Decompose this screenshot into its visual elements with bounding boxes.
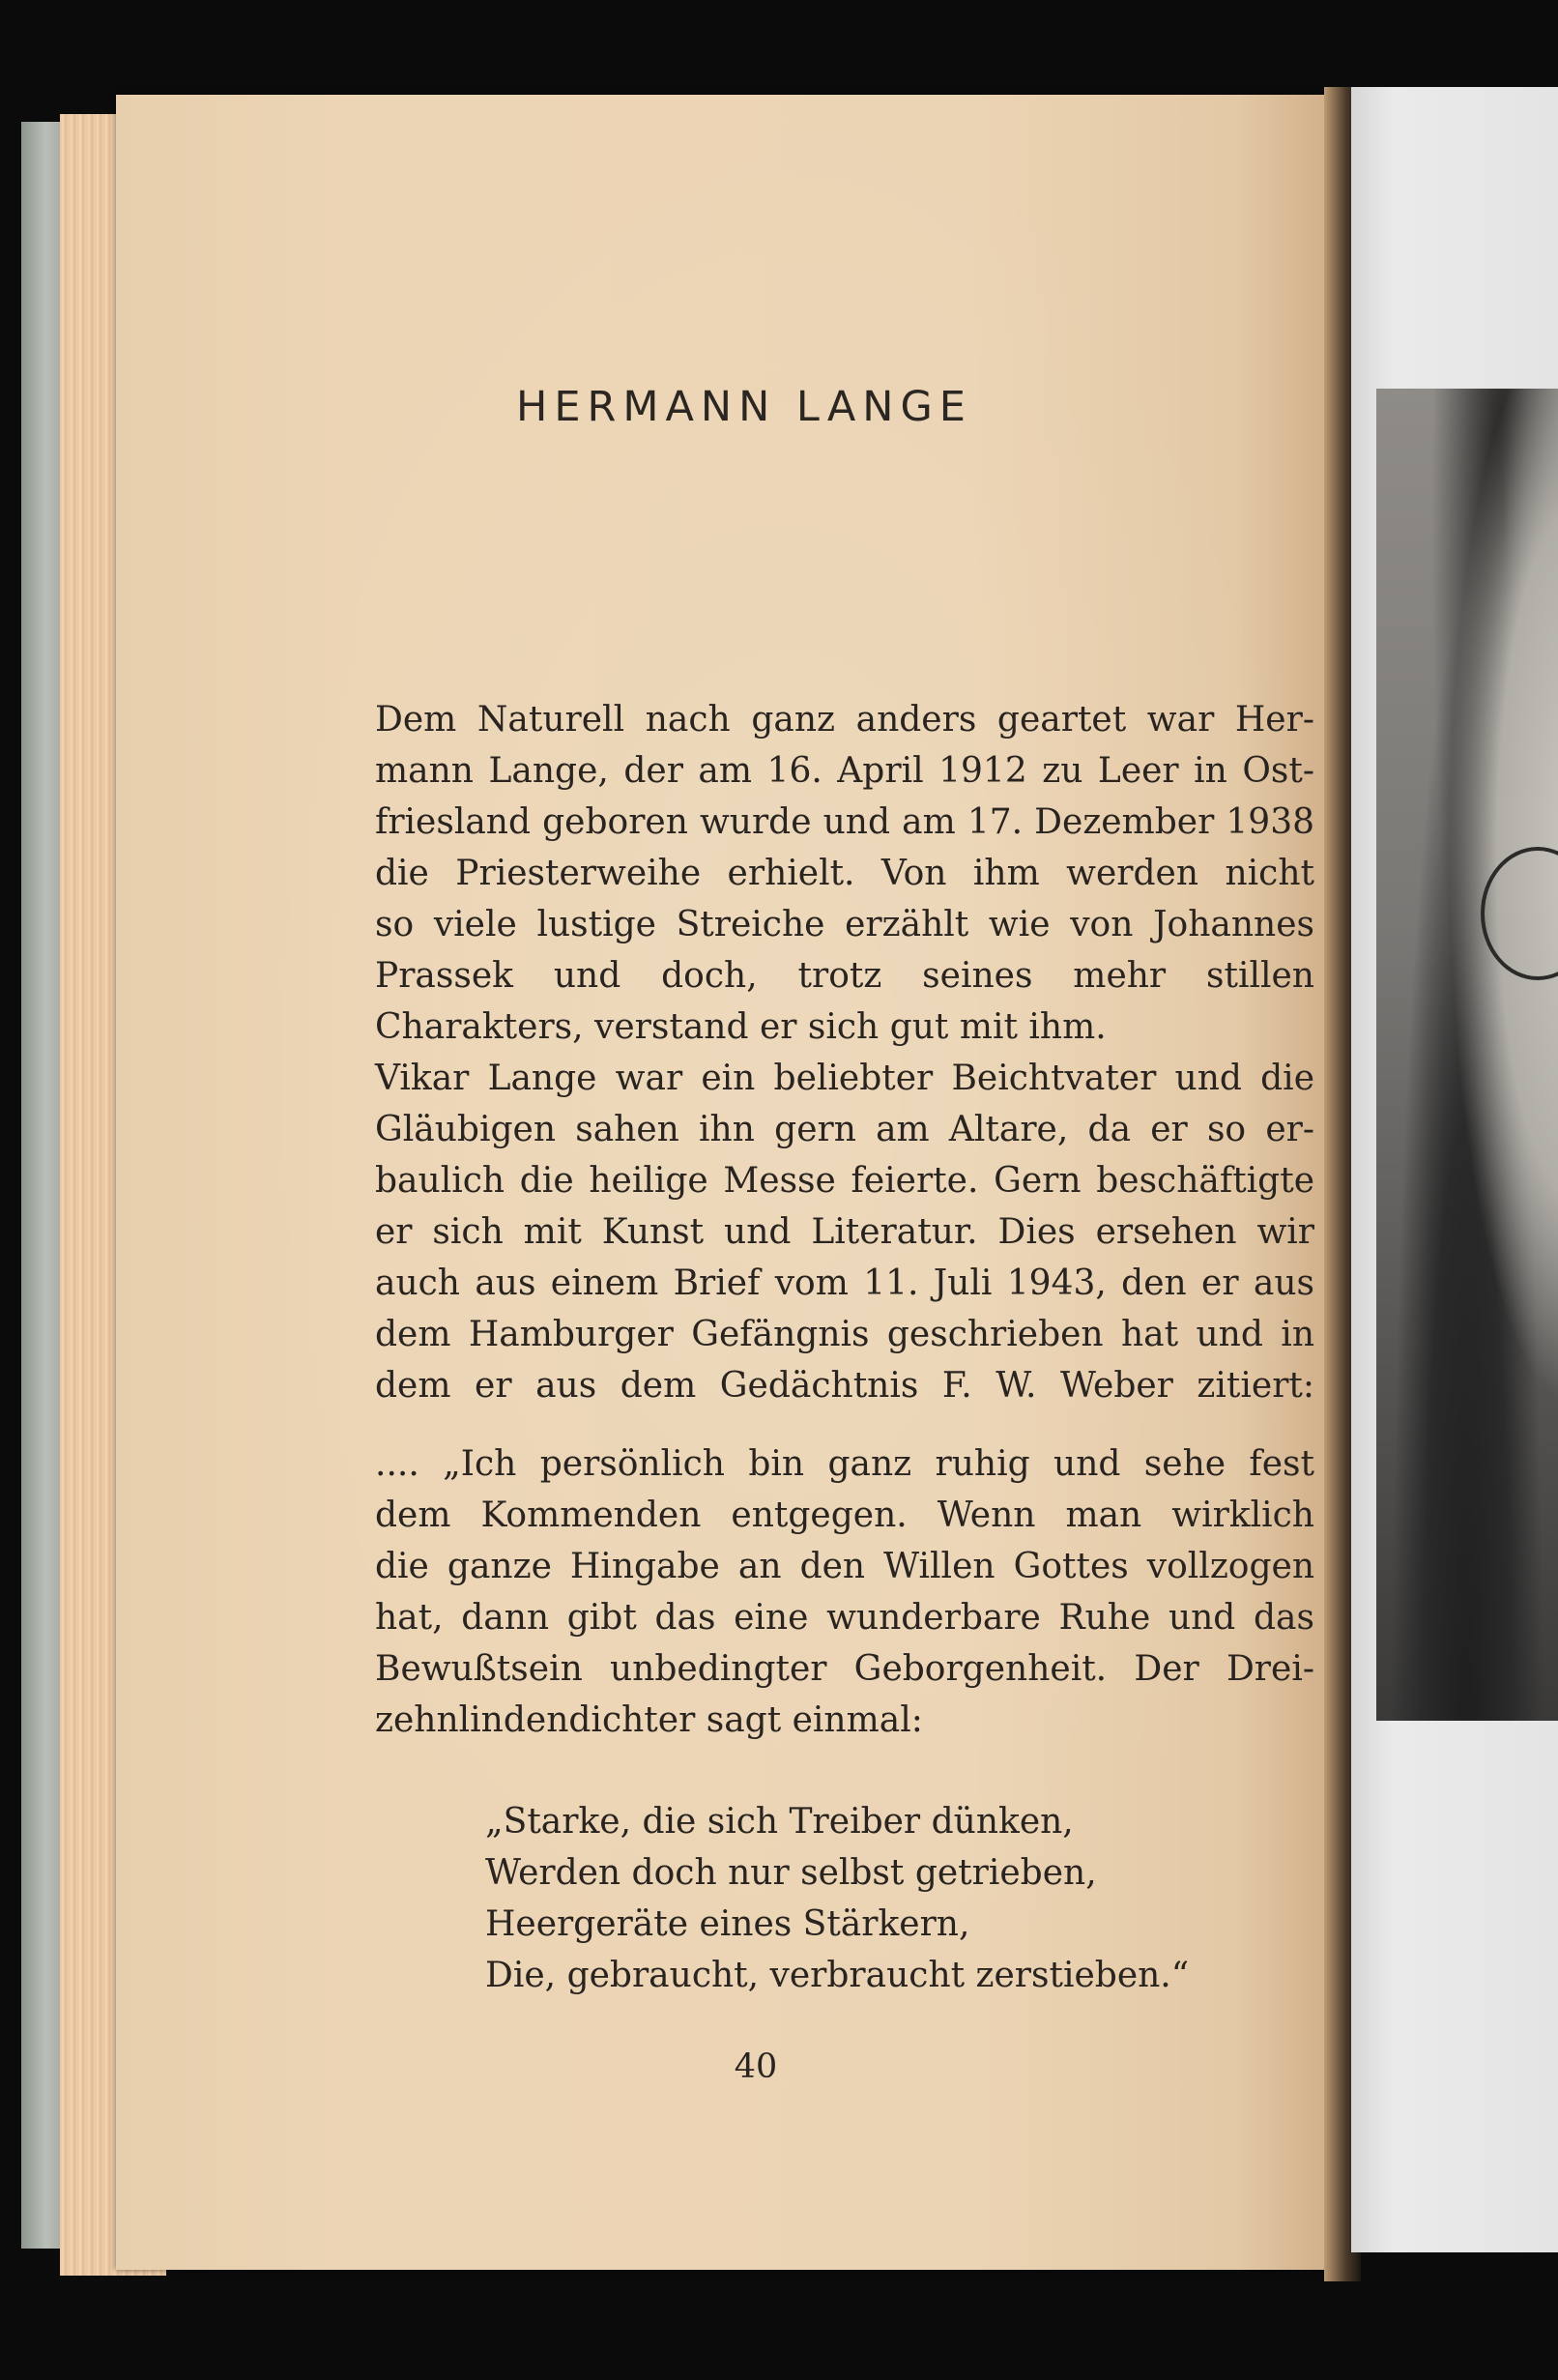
text-line: baulich die heilige Messe feierte. Gern beschäftigte [375, 1161, 1314, 1201]
book-page [116, 95, 1336, 2270]
text-line: dem er aus dem Gedächtnis F. W. Weber zitiert: [375, 1366, 1314, 1406]
chapter-title: HERMANN LANGE [516, 383, 972, 431]
text-line: dem Kommenden entgegen. Wenn man wirklich [375, 1495, 1314, 1535]
verse-line: Die, gebraucht, verbraucht zerstieben.“ [485, 1956, 1190, 1995]
text-line: Bewußtsein unbedingter Geborgenheit. Der Drei- [375, 1649, 1314, 1689]
book-cover-edge [21, 122, 62, 2249]
paragraph-1 [375, 694, 1314, 1053]
verse-quote [485, 1796, 1189, 2001]
paragraph-2 [375, 1053, 1314, 1411]
text-line: so viele lustige Streiche erzählt wie von Johannes [375, 905, 1314, 944]
text-line: .... „Ich persönlich bin ganz ruhig und sehe fest [375, 1444, 1314, 1484]
text-line: die Priesterweihe erhielt. Von ihm werden nicht [375, 854, 1314, 893]
text-line: dem Hamburger Gefängnis geschrieben hat und in [375, 1315, 1314, 1354]
text-line: friesland geboren wurde und am 17. Dezember 1938 [375, 802, 1314, 842]
text-line: mann Lange, der am 16. April 1912 zu Leer in Ost- [375, 751, 1314, 791]
text-line: hat, dann gibt das eine wunderbare Ruhe und das [375, 1598, 1314, 1638]
text-line: Gläubigen sahen ihn gern am Altare, da er so er- [375, 1110, 1314, 1149]
paragraph-gap [375, 1411, 1314, 1438]
verse-line: Werden doch nur selbst getrieben, [485, 1853, 1097, 1893]
text-line: auch aus einem Brief vom 11. Juli 1943, den er aus [375, 1263, 1314, 1303]
page-number: 40 [734, 2047, 778, 2086]
text-line: Prassek und doch, trotz seines mehr stillen [375, 956, 1314, 996]
paragraph-3 [375, 1438, 1314, 1746]
text-line: zehnlindendichter sagt einmal: [375, 1700, 923, 1740]
text-line: die ganze Hingabe an den Willen Gottes vollzogen [375, 1547, 1314, 1586]
text-line: Vikar Lange war ein beliebter Beichtvater und die [375, 1059, 1314, 1098]
body-text [375, 694, 1314, 1746]
page-text [116, 95, 1336, 2270]
text-line: Dem Naturell nach ganz anders geartet war Her- [375, 700, 1314, 740]
portrait-photo [1376, 389, 1558, 1721]
verse-line: Heergeräte eines Stärkern, [485, 1904, 970, 1944]
text-line: er sich mit Kunst und Literatur. Dies ersehen wir [375, 1212, 1314, 1252]
text-line: Charakters, verstand er sich gut mit ihm. [375, 1007, 1107, 1047]
verse-line: „Starke, die sich Treiber dünken, [485, 1802, 1074, 1842]
